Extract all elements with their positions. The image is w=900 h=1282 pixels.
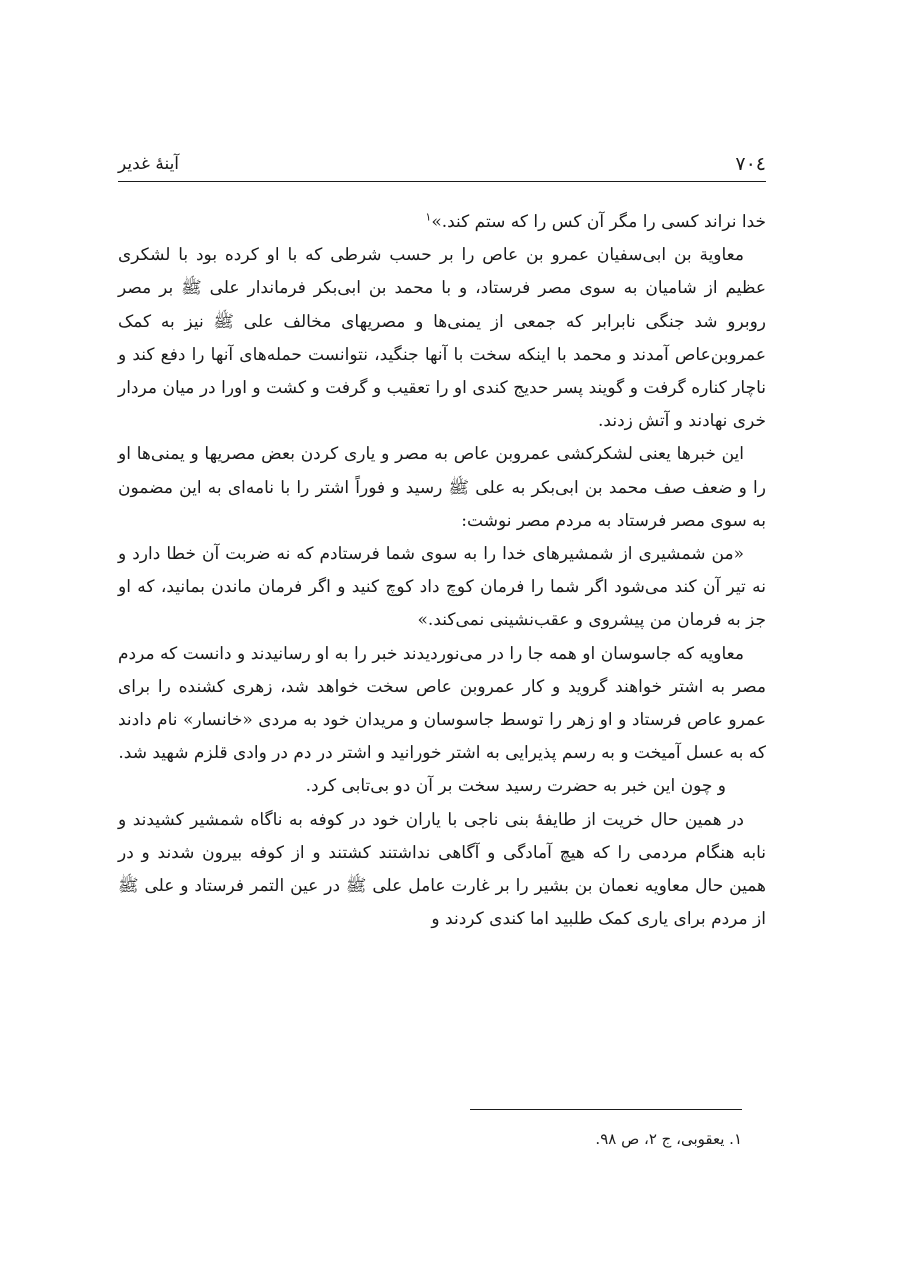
header-rule — [118, 181, 766, 182]
paragraph-4-quote: «من شمشیری از شمشیرهای خدا را به سوی شما فرستادم که نه ضربت آن خطا دارد و نه تیر آن کند می‌شود اگر شما را فرمان کوچ داد کوچ کنید و اگر فرمان ماندن بمانید، که او جز به فرمان من پیشروی و عقب‌نشینی نمی‌کند.» — [118, 544, 766, 631]
page-number: ۷۰٤ — [735, 153, 766, 175]
paragraph-7: در همین حال خریت از طایفهٔ بنی ناجی با یاران خود در کوفه به ناگاه شمشیر کشیدند و نابه هنگام مردمی را که هیچ آمادگی و آگاهی نداشتند کشتند و از کوفه بیرون شدند و در همین حال معاویه نعمان بن بشیر را بر غارت عامل علی ﷺ در عین التمر فرستاد و علی ﷺ از مردم برای یاری کمک طلبید اما کندی کردند و — [118, 809, 766, 930]
running-header — [118, 150, 766, 182]
paragraph-5: معاویه که جاسوسان او همه جا را در می‌نوردیدند خبر را به او رسانیدند و دانست که مردم مصر به اشتر خواهند گروید و کار عمروبن عاص سخت خواهد شد، زهری کشنده را برای عمرو عاص فرستاد و او زهر را توسط جاسوسان و مریدان خود به مردی «خانسار» نام دادند که به عسل آمیخت و به رسم پذیرایی به اشتر خورانید و اشتر در دم در وادی قلزم شهید شد. — [118, 643, 766, 764]
book-title: آینهٔ غدیر — [118, 154, 180, 174]
paragraph-6: و چون این خبر به حضرت رسید سخت بر آن دو بی‌تابی کرد. — [305, 776, 726, 797]
paragraph-3: این خبرها یعنی لشکرکشی عمروبن عاص به مصر و یاری کردن بعض مصریها و یمنی‌ها او را و ضعف صف محمد بن ابی‌بکر به علی ﷺ رسید و فوراً اشتر را با نامه‌ای به این مضمون به سوی مصر فرستاد به مردم مصر نوشت: — [118, 444, 766, 531]
footnote-rule — [470, 1109, 742, 1110]
footnote-reference[interactable]: ۱ — [425, 210, 432, 224]
footnote: ۱. یعقوبی، ج ۲، ص ۹۸. — [595, 1130, 742, 1148]
body-text — [118, 206, 766, 936]
paragraph-2: معاویة بن ابی‌سفیان عمرو بن عاص را بر حسب شرطی که با او کرده بود با لشکری عظیم از شامیان به سوی مصر فرستاد، و با محمد بن ابی‌بکر فرماندار علی ﷺ بر مصر روبرو شد جنگی نابرابر که جمعی از یمنی‌ها و مصریهای مخالف علی ﷺ نیز به کمک عمروبن‌عاص آمدند و محمد با اینکه سخت با آنها جنگید، نتوانست حمله‌های آنها را دفع کند و ناچار کناره گرفت و گویند پسر حدیج کندی او را تعقیب و گرفت و کشت و اورا در میان مردار خری نهادند و آتش زدند. — [118, 245, 766, 432]
paragraph-1: خدا نراند کسی را مگر آن کس را که ستم کند.»$^۱$ — [425, 210, 766, 232]
